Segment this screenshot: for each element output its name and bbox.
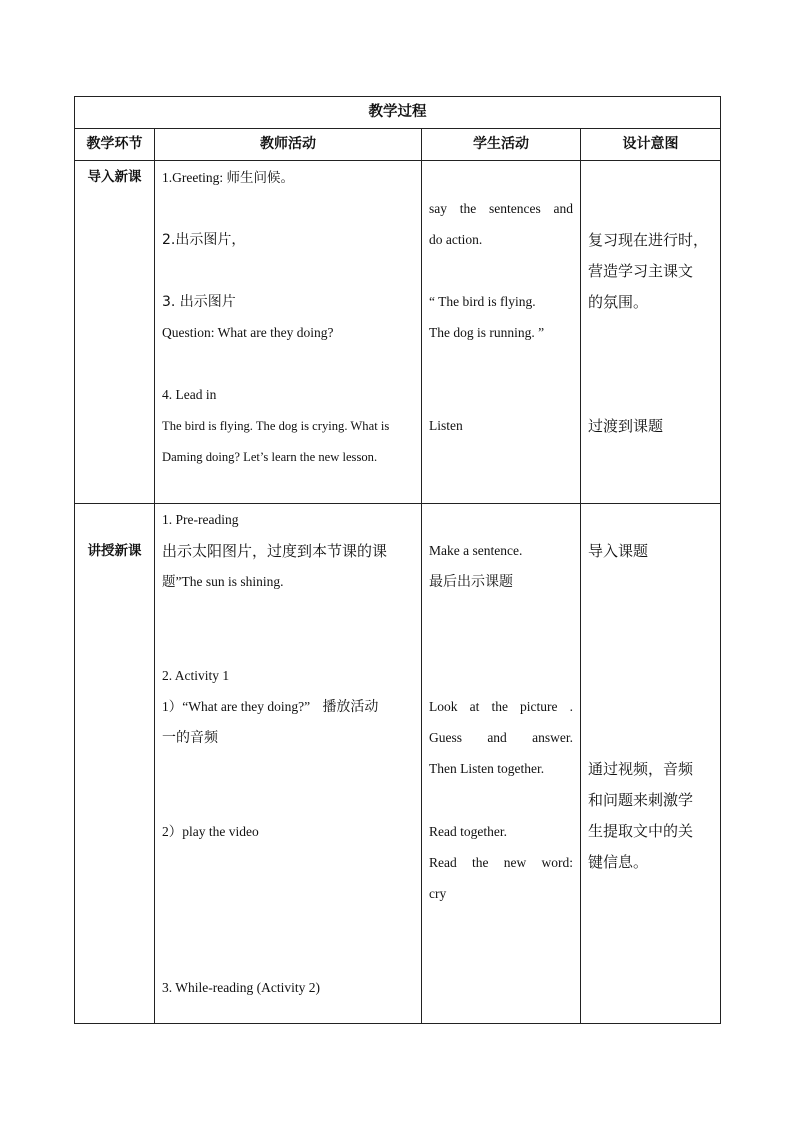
header-row	[75, 129, 721, 161]
student-activity-cell	[422, 161, 581, 504]
design-line: 键信息。	[588, 853, 649, 871]
student-line: Guess and answer.	[429, 730, 573, 745]
design-intent-cell	[581, 504, 721, 1024]
student-line: 最后出示课题	[429, 574, 513, 590]
teacher-line: 1）“What are they doing?” 播放活动	[162, 699, 379, 715]
student-line: Read the new word:	[429, 855, 573, 870]
design-line: 营造学习主课文	[588, 262, 694, 280]
design-line: 通过视频，音频	[588, 760, 694, 778]
teacher-line: 2. Activity 1	[162, 668, 230, 683]
design-line: 生提取文中的关	[588, 822, 694, 840]
table-title: 教学过程	[75, 97, 721, 129]
student-line: cry	[429, 886, 447, 901]
student-line: Look at the picture .	[429, 699, 573, 714]
teacher-line: Daming doing? Let’s learn the new lesson.	[162, 450, 378, 464]
design-line: 复习现在进行时，	[588, 231, 709, 249]
header-stage: 教学环节	[75, 129, 155, 161]
student-line: do action.	[429, 232, 483, 247]
stage-cell	[75, 504, 155, 1024]
teacher-line: 4. Lead in	[162, 387, 217, 402]
teacher-line: 一的音频	[162, 730, 218, 746]
student-line: Listen	[429, 418, 463, 433]
stage-label: 讲授新课	[87, 543, 142, 559]
header-student-activity: 学生活动	[422, 129, 581, 161]
design-line: 过渡到课题	[588, 417, 664, 435]
teacher-line: Question: What are they doing?	[162, 325, 334, 340]
stage-label: 导入新课	[87, 169, 142, 185]
table-row	[75, 161, 721, 504]
student-line: The dog is running. ”	[429, 325, 545, 340]
student-line: Read together.	[429, 824, 507, 839]
teacher-line: The bird is flying. The dog is crying. What is	[162, 419, 390, 433]
design-line: 的氛围。	[588, 293, 649, 311]
student-activity-cell	[422, 504, 581, 1024]
design-intent-cell	[581, 161, 721, 504]
teacher-line: 2.出示图片，	[162, 232, 246, 248]
student-line: say the sentences and	[429, 201, 573, 216]
teacher-line: 出示太阳图片，过度到本节课的课	[162, 542, 388, 560]
teacher-line: 1. Pre-reading	[162, 512, 239, 527]
student-line: Then Listen together.	[429, 761, 545, 776]
teacher-activity-cell	[155, 504, 422, 1024]
table-row	[75, 504, 721, 1024]
header-teacher-activity: 教师活动	[155, 129, 422, 161]
teacher-line: 2）play the video	[162, 824, 259, 839]
teacher-line: 1.Greeting: 师生问候。	[162, 170, 294, 185]
teacher-line: 题”The sun is shining.	[162, 574, 284, 589]
design-line: 导入课题	[588, 542, 649, 560]
student-line: “ The bird is flying.	[429, 294, 536, 309]
stage-cell	[75, 161, 155, 504]
design-line: 和问题来刺激学	[588, 791, 694, 809]
teacher-line: 3. While-reading (Activity 2)	[162, 980, 320, 995]
student-line: Make a sentence.	[429, 543, 523, 558]
teacher-line: 3. 出示图片	[162, 294, 236, 310]
header-design-intent: 设计意图	[581, 129, 721, 161]
teacher-activity-cell	[155, 161, 422, 504]
teaching-process-table	[74, 96, 721, 1024]
